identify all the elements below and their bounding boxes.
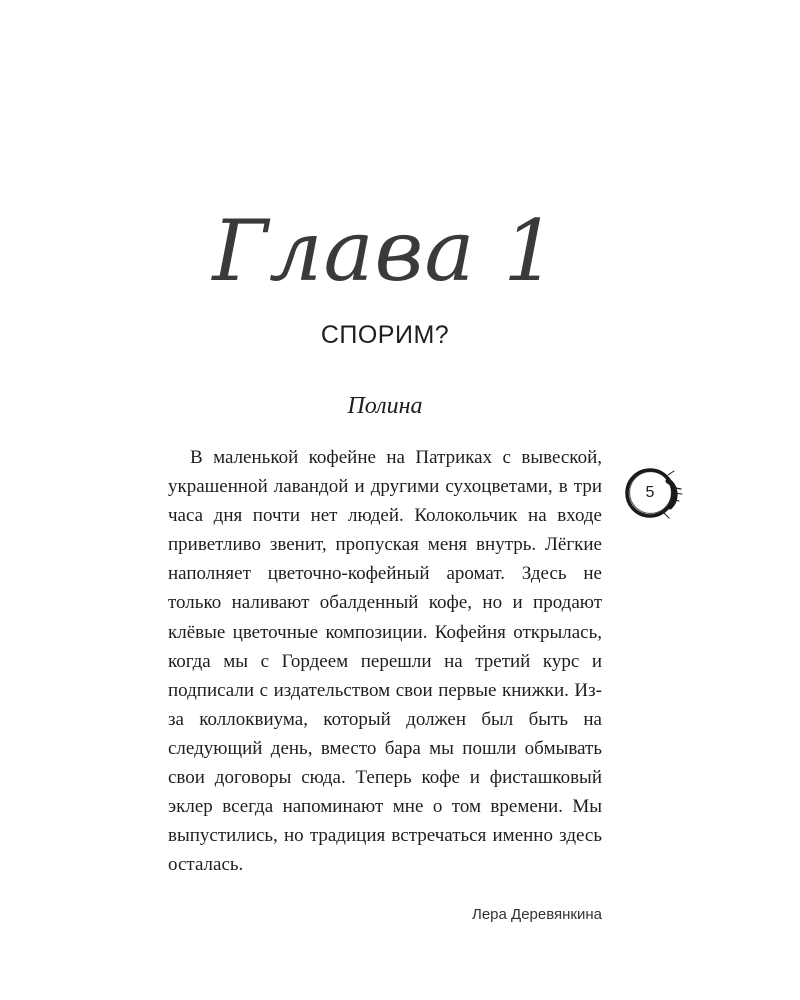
- narrator-name: Полина: [347, 393, 423, 419]
- page-number-badge: [624, 463, 684, 523]
- footer-author: Лера Деревянкина: [472, 906, 602, 923]
- chapter-heading: Глава 1: [212, 202, 558, 300]
- chapter-title: СПОРИМ?: [320, 321, 450, 349]
- page-number: 5: [645, 484, 655, 501]
- body-paragraph: В маленькой кофейне на Патриках с вывеской, украшенной лавандой и другими сухоцветами, в три часа дня почти нет людей. Колокольчик на входе приветливо звенит, пропуская меня внутрь. Лёгкие наполняет цветочно-кофейный аромат. Здесь не только наливают обалденный кофе, но и продают клёвые цветочные композиции. Кофейня открылась, когда мы с Гордеем перешли на третий курс и подписали с издательством свои первые книжки. Из-за коллоквиума, который должен был быть на следующий день, вместо бара мы пошли обмывать свои договоры сюда. Теперь кофе и фисташковый эклер всегда напоминают мне о том времени. Мы выпустились, но традиция встречаться именно здесь осталась.: [168, 447, 602, 876]
